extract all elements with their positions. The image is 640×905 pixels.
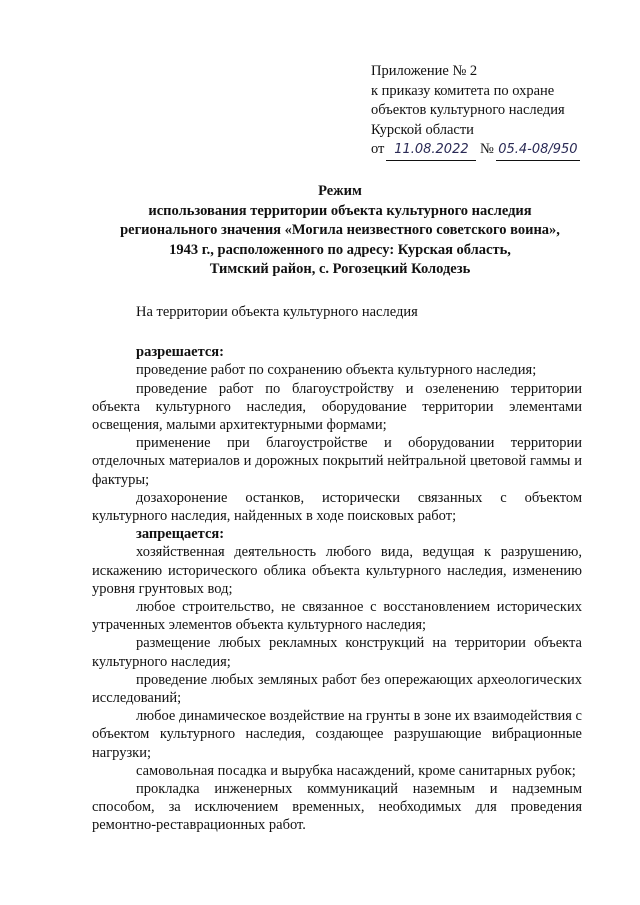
title-line-5: Тимский район, с. Рогозецкий Колодезь	[209, 261, 471, 277]
date-prefix: от	[371, 141, 385, 157]
forbidden-item: самовольная посадка и вырубка насаждений, кроме санитарных рубок;	[136, 762, 576, 779]
appendix-header	[371, 62, 621, 161]
forbidden-heading: запрещается:	[136, 526, 225, 543]
allowed-item: проведение работ по сохранению объекта культурного наследия;	[136, 362, 537, 379]
allowed-item: применение при благоустройстве и оборудовании территории отделочных материалов и дорожных покрытий нейтральной цветовой гаммы и фактуры;	[92, 435, 582, 488]
appendix-committee-line: объектов культурного наследия	[371, 102, 565, 118]
allowed-heading: разрешается:	[136, 344, 224, 361]
document-body	[92, 303, 582, 835]
appendix-title: Приложение № 2	[371, 63, 478, 79]
forbidden-item: прокладка инженерных коммуникаций наземным и надземным способом, за исключением временных, необходимых для проведения ремонтно-реставрационных работ.	[92, 781, 582, 834]
appendix-date-number-line	[371, 140, 621, 161]
allowed-item: проведение работ по благоустройству и озеленению территории объекта культурного наследия, оборудование территории элементами освещения, малыми архитектурными формами;	[92, 380, 582, 434]
document-title	[60, 182, 620, 280]
appendix-region-line: Курской области	[371, 121, 474, 138]
allowed-item: дозахоронение останков, исторически связанных с объектом культурного наследия, найденных в ходе поисковых работ;	[92, 489, 582, 525]
appendix-order-line: к приказу комитета по охране	[371, 82, 555, 99]
forbidden-item: размещение любых рекламных конструкций на территории объекта культурного наследия;	[92, 635, 582, 670]
forbidden-item: проведение любых земляных работ без опережающих археологических исследований;	[92, 671, 582, 707]
forbidden-item: любое строительство, не связанное с восстановлением исторических утраченных элементов объекта культурного наследия;	[92, 599, 582, 634]
title-line-4: 1943 г., расположенного по адресу: Курская область,	[169, 241, 511, 258]
intro-paragraph: На территории объекта культурного наследия	[136, 304, 418, 320]
forbidden-item: любое динамическое воздействие на грунты в зоне их взаимодействия с объектом культурного наследия, создающее разрушающие вибрационные нагрузки;	[92, 708, 582, 761]
handwritten-number: 05.4-08/950	[496, 140, 580, 161]
handwritten-date: 11.08.2022	[386, 140, 476, 161]
title-line-1: Режим	[318, 183, 362, 199]
number-prefix: №	[480, 141, 494, 157]
title-line-3: регионального значения «Могила неизвестного советского воина»,	[120, 222, 560, 238]
forbidden-item: хозяйственная деятельность любого вида, ведущая к разрушению, искажению исторического облика объекта культурного наследия, изменению уровня грунтовых вод;	[92, 544, 582, 597]
title-line-2: использования территории объекта культурного наследия	[148, 202, 532, 219]
